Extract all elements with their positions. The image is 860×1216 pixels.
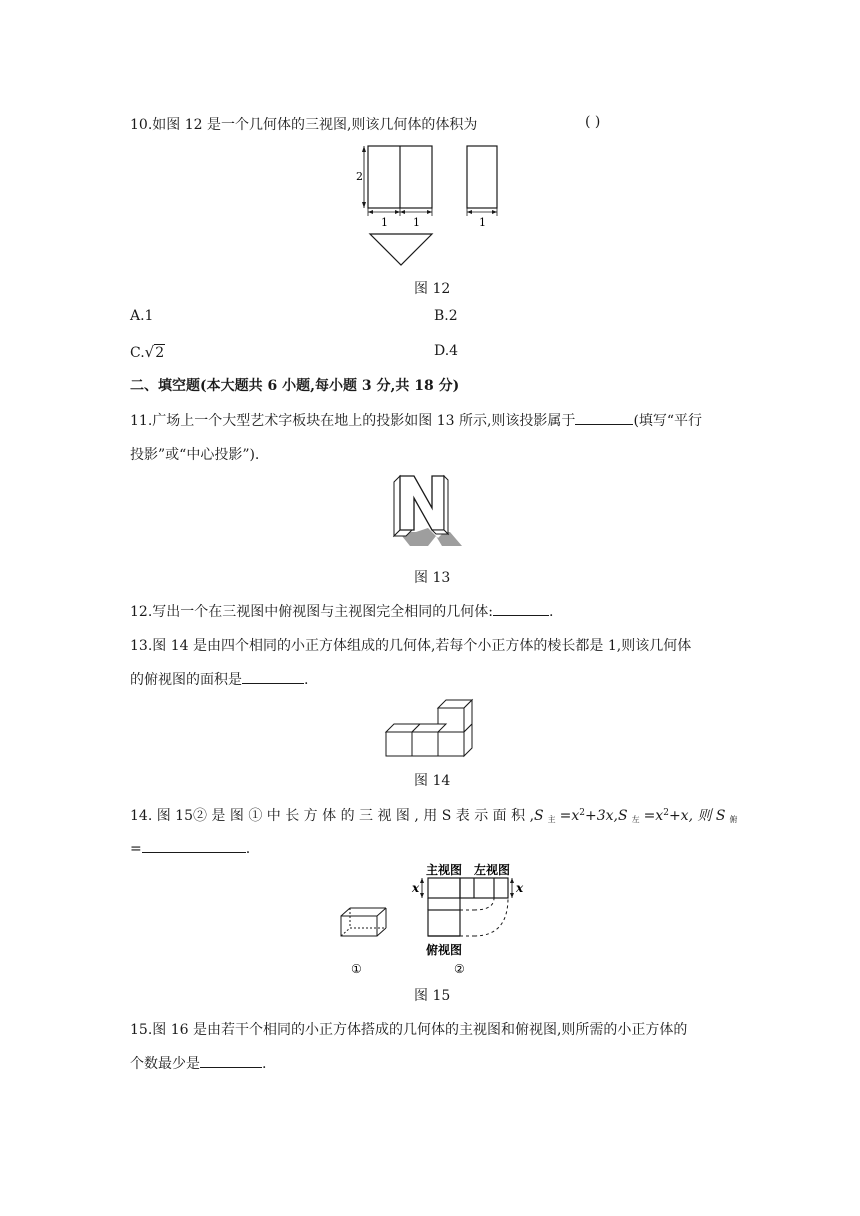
q12-line [130, 601, 553, 621]
fig12-height-label: 2 [356, 170, 363, 183]
q11-answer-blank[interactable] [575, 410, 633, 425]
q14-line1 [130, 805, 742, 825]
q11-line1-after: (填写“平行 [633, 413, 703, 429]
fig15-x1: x [412, 881, 420, 895]
q11-line1 [130, 410, 702, 430]
q12-text: 12.写出一个在三视图中俯视图与主视图完全相同的几何体: [130, 604, 493, 620]
q14-eq1-tail: +3x, [585, 808, 618, 824]
fig12-side-width-label: 1 [479, 216, 486, 229]
fig15-caption: 图 15 [414, 988, 451, 1004]
q15-answer-blank[interactable] [200, 1053, 262, 1068]
q14-eq2: =x [643, 808, 664, 824]
q12-answer-blank[interactable] [493, 601, 549, 616]
fig14-caption: 图 14 [414, 773, 451, 789]
fig15-x2: x [516, 881, 524, 895]
q11-line2: 投影”或“中心投影”). [130, 447, 260, 463]
q13-answer-blank[interactable] [242, 669, 304, 684]
q14-eq1-sup: 2 [579, 808, 585, 818]
figure-15-box-views [336, 858, 536, 978]
q11-line1-before: 11.广场上一个大型艺术字板块在地上的投影如图 13 所示,则该投影属于 [130, 413, 576, 429]
q14-end: . [245, 841, 251, 857]
q13-end: . [304, 672, 309, 688]
q15-line1: 15.图 16 是由若干个相同的小正方体搭成的几何体的主视图和俯视图,则所需的小正方体的 [130, 1022, 688, 1038]
q10-option-c-prefix: C. [130, 345, 145, 361]
q14-s2-sub: 左 [631, 815, 640, 824]
q10-option-d: D.4 [434, 343, 459, 359]
figure-14-cubes [382, 694, 478, 760]
fig12-width2-label: 1 [413, 216, 420, 229]
q14-s2: S [617, 808, 628, 824]
fig12-width1-label: 1 [381, 216, 388, 229]
q12-end: . [548, 604, 554, 620]
q14-eq2-sup: 2 [663, 808, 669, 818]
q14-pre: 14. 图 15② 是 图 ① 中 长 方 体 的 三 视 图 , 用 S 表 示 面 积 , [130, 808, 535, 824]
q15-line2-text: 个数最少是 [130, 1056, 200, 1072]
q13-line2-text: 的俯视图的面积是 [130, 672, 242, 688]
section-2-heading: 二、填空题(本大题共 6 小题,每小题 3 分,共 18 分) [130, 378, 460, 394]
q14-answer-blank[interactable] [142, 838, 246, 853]
q14-line2 [130, 838, 250, 857]
q10-option-b: B.2 [434, 308, 458, 324]
q13-line1: 13.图 14 是由四个相同的小正方体组成的几何体,若每个小正方体的棱长都是 1,则该几何体 [130, 638, 692, 654]
q15-line2 [130, 1053, 266, 1073]
fig15-left-label: 左视图 [474, 863, 511, 877]
q10-text: 10.如图 12 是一个几何体的三视图,则该几何体的体积为 [130, 117, 478, 133]
fig15-top-label: 俯视图 [426, 943, 463, 957]
q14-line2-start: = [130, 841, 142, 857]
sqrt-icon: √ [144, 343, 155, 361]
q14-eq2-tail: +x, 则 S [668, 808, 726, 824]
fig15-main-label: 主视图 [426, 863, 463, 877]
figure-13-n-shadow [388, 474, 468, 554]
fig13-caption: 图 13 [414, 570, 451, 586]
q14-s3-sub: 俯 [729, 815, 738, 824]
q15-end: . [262, 1056, 267, 1072]
q13-line2 [130, 669, 308, 689]
q14-s1: S [534, 808, 544, 824]
fig12-caption: 图 12 [414, 281, 451, 297]
q10-option-c [130, 343, 165, 361]
fig15-num2: ② [454, 962, 465, 976]
q10-option-c-radicand: 2 [155, 345, 165, 361]
q10-answer-paren: ( ) [585, 114, 601, 130]
q14-s1-sub: 主 [547, 815, 556, 824]
figure-12-three-views [355, 138, 515, 273]
fig15-num1: ① [351, 962, 362, 976]
q10-option-a: A.1 [130, 308, 154, 324]
q14-eq1: =x [559, 808, 580, 824]
